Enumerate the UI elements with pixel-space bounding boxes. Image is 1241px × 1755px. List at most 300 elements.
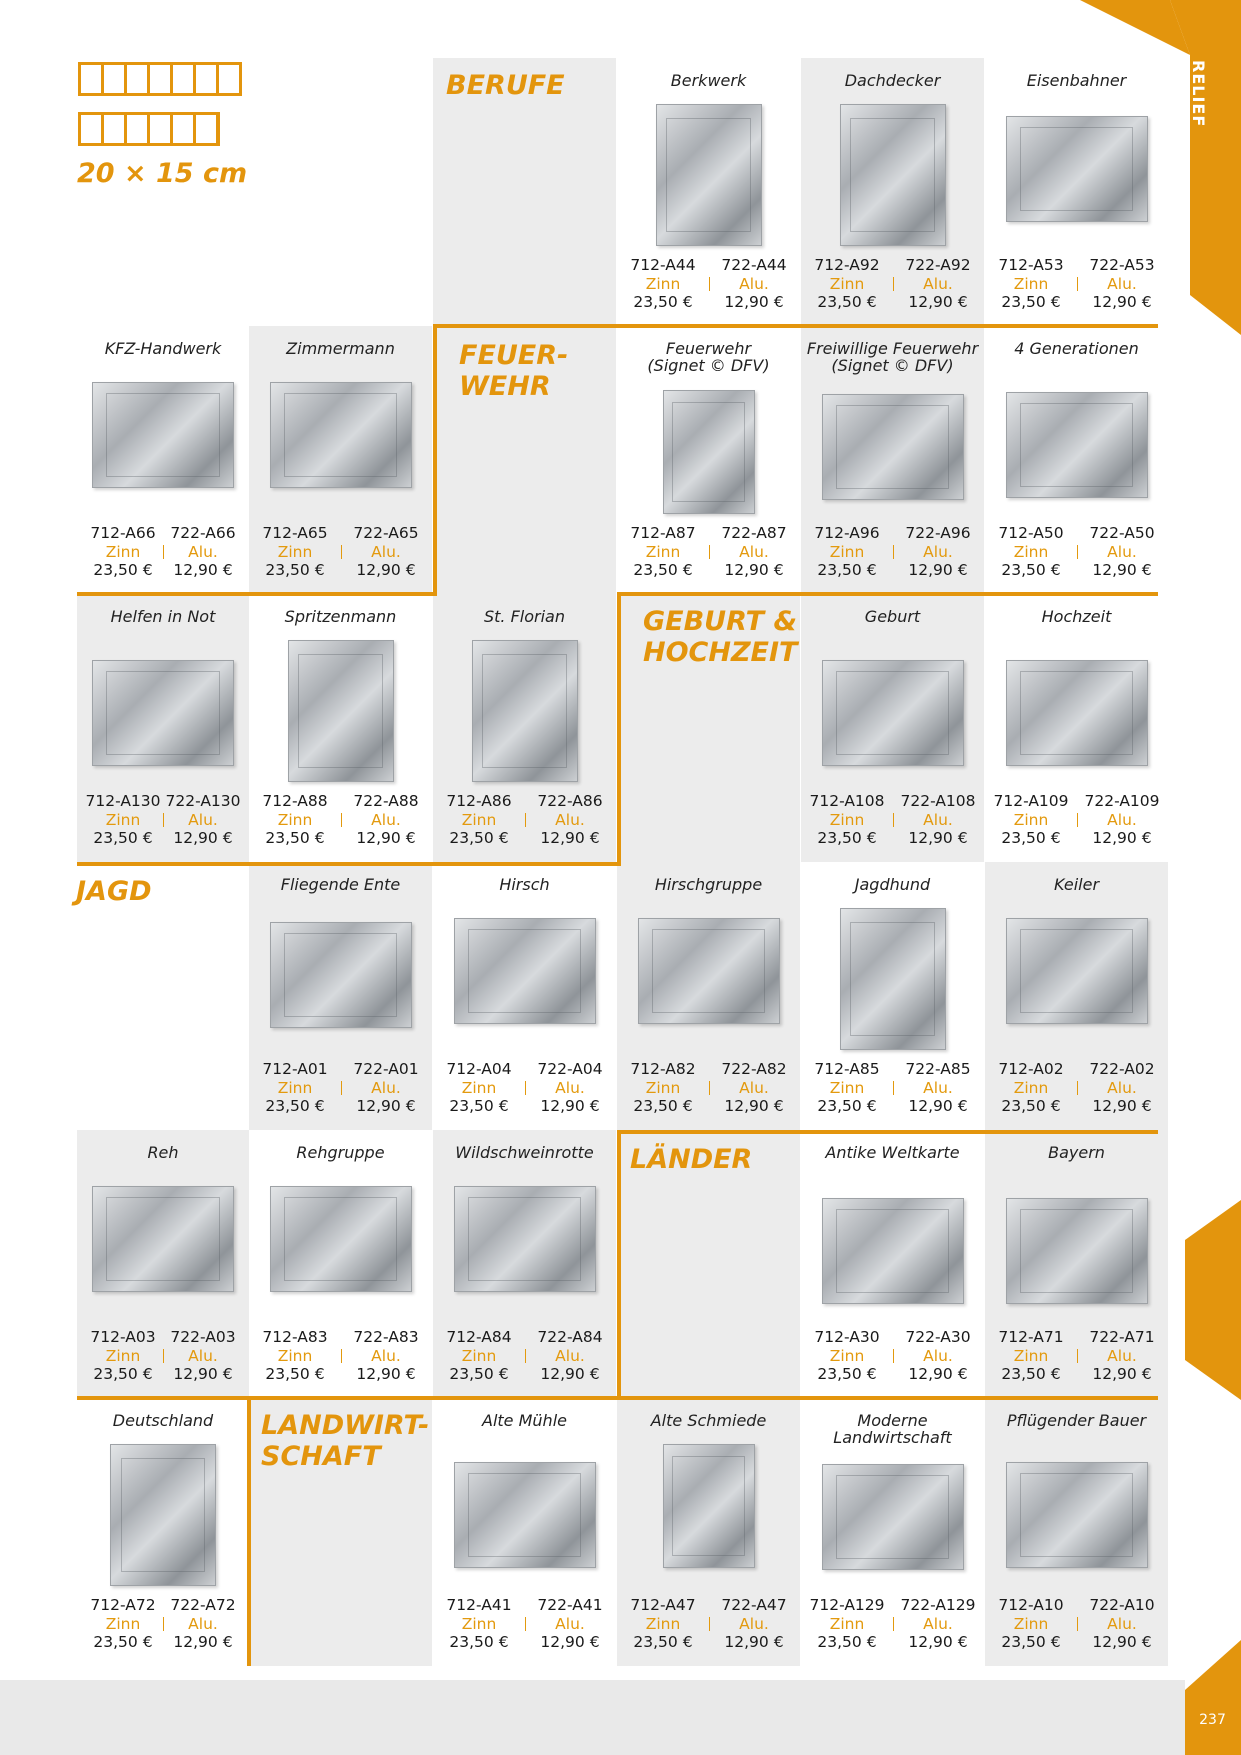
product-card [617, 1398, 800, 1666]
material-label: Alu. [555, 1346, 585, 1365]
product-title: Pflügender Bauer [1006, 1411, 1147, 1430]
article-code: 712-A04 [446, 1060, 512, 1078]
product-card [801, 1398, 984, 1666]
relief-plate-image [1006, 116, 1148, 222]
price: 12,90 € [908, 829, 968, 847]
price-block [985, 524, 1168, 580]
price: 12,90 € [1092, 293, 1152, 311]
price: 12,90 € [1092, 829, 1152, 847]
material-label: Alu. [923, 1346, 953, 1365]
relief-plate-image [270, 382, 412, 488]
product-title: Hochzeit [1041, 607, 1112, 626]
article-code: 712-A01 [262, 1060, 328, 1078]
article-code: 722-A83 [353, 1328, 419, 1346]
product-title: Eisenbahner [1026, 71, 1127, 90]
price: 12,90 € [540, 829, 600, 847]
price: 12,90 € [356, 1365, 416, 1383]
price-separator [709, 1617, 710, 1631]
article-code: 712-A71 [998, 1328, 1064, 1346]
relief-plate-image [822, 1198, 964, 1304]
price: 23,50 € [817, 1633, 877, 1651]
price: 23,50 € [449, 1365, 509, 1383]
zinn-price-column [993, 1060, 1069, 1116]
product-card [249, 862, 432, 1130]
price: 23,50 € [265, 1097, 325, 1115]
zinn-price-column [257, 524, 333, 580]
price-block [77, 792, 249, 848]
product-title: Freiwillige Feuerwehr (Signet © DFV) [806, 339, 979, 375]
article-code: 712-A03 [90, 1328, 156, 1346]
article-code: 712-A65 [262, 524, 328, 542]
price-block [985, 256, 1168, 312]
price-block [77, 1596, 249, 1652]
price-separator [1077, 1081, 1078, 1095]
product-title: Geburt [864, 607, 921, 626]
product-card [801, 594, 984, 862]
material-label: Alu. [1107, 810, 1137, 829]
material-label: Alu. [1107, 1346, 1137, 1365]
article-code: 722-A88 [353, 792, 419, 810]
relief-tab-label: RELIEF [1189, 60, 1208, 128]
product-title: Wildschweinrotte [455, 1143, 594, 1162]
price-block [801, 524, 984, 580]
material-label: Zinn [829, 1346, 865, 1365]
price-separator [893, 545, 894, 559]
price: 12,90 € [173, 561, 233, 579]
footer-band [0, 1680, 1185, 1755]
price-block [433, 1060, 616, 1116]
material-label: Zinn [1013, 1078, 1049, 1097]
alu-price-column [900, 1596, 976, 1652]
alu-price-column [165, 524, 241, 580]
price: 23,50 € [93, 1365, 153, 1383]
product-title: St. Florian [483, 607, 565, 626]
title-glyph-line-1 [78, 62, 242, 96]
material-label: Alu. [739, 1078, 769, 1097]
zinn-price-column [625, 1596, 701, 1652]
size-label: 20 × 15 cm [77, 158, 248, 189]
alu-price-column [1084, 792, 1160, 848]
relief-plate-image [840, 908, 946, 1050]
article-code: 712-A129 [809, 1596, 885, 1614]
price: 12,90 € [173, 1633, 233, 1651]
article-code: 722-A108 [900, 792, 976, 810]
price-separator [525, 1617, 526, 1631]
zinn-price-column [85, 524, 161, 580]
divider [433, 324, 437, 596]
product-card [985, 594, 1168, 862]
material-label: Alu. [923, 542, 953, 561]
relief-plate-image [454, 918, 596, 1024]
alu-price-column [532, 1596, 608, 1652]
alu-price-column [348, 524, 424, 580]
price: 12,90 € [540, 1633, 600, 1651]
relief-plate-image [1006, 1198, 1148, 1304]
relief-plate-image [656, 104, 762, 246]
price-separator [893, 277, 894, 291]
price-separator [1077, 1349, 1078, 1363]
price-block [801, 256, 984, 312]
product-card [77, 1130, 249, 1398]
alu-price-column [1084, 1060, 1160, 1116]
product-title: Bayern [1048, 1143, 1105, 1162]
article-code: 722-A47 [721, 1596, 787, 1614]
zinn-price-column [993, 256, 1069, 312]
zinn-price-column [809, 792, 885, 848]
material-label: Alu. [188, 810, 218, 829]
material-label: Zinn [105, 1346, 141, 1365]
price-block [617, 1060, 800, 1116]
article-code: 712-A92 [814, 256, 880, 274]
price-block [801, 1596, 984, 1652]
product-card [801, 326, 984, 594]
product-title: Antike Weltkarte [825, 1143, 960, 1162]
relief-plate-image [822, 394, 964, 500]
article-code: 712-A130 [85, 792, 161, 810]
relief-plate-image [638, 918, 780, 1024]
price-block [249, 792, 432, 848]
article-code: 722-A109 [1084, 792, 1160, 810]
price: 12,90 € [1092, 1097, 1152, 1115]
material-label: Zinn [461, 1346, 497, 1365]
price: 23,50 € [1001, 1365, 1061, 1383]
zinn-price-column [85, 1328, 161, 1384]
section-laender: LÄNDER [630, 1144, 753, 1175]
article-code: 722-A85 [905, 1060, 971, 1078]
price-separator [163, 545, 164, 559]
zinn-price-column [257, 1328, 333, 1384]
product-card [801, 58, 984, 326]
price: 12,90 € [724, 1097, 784, 1115]
relief-plate-image [1006, 660, 1148, 766]
material-label: Zinn [829, 542, 865, 561]
product-title: Spritzenmann [284, 607, 397, 626]
relief-plate-image [288, 640, 394, 782]
product-card [433, 1398, 616, 1666]
title-glyph-line-2 [78, 112, 220, 146]
relief-plate-image [663, 1444, 755, 1568]
material-label: Zinn [277, 542, 313, 561]
product-card [985, 326, 1168, 594]
product-card [801, 862, 984, 1130]
zinn-price-column [441, 1060, 517, 1116]
relief-plate-image [92, 1186, 234, 1292]
section-jagd: JAGD [76, 876, 152, 907]
product-title: Keiler [1053, 875, 1100, 894]
product-card [985, 1398, 1168, 1666]
price: 23,50 € [633, 1633, 693, 1651]
article-code: 712-A44 [630, 256, 696, 274]
alu-price-column [1084, 1596, 1160, 1652]
article-code: 722-A84 [537, 1328, 603, 1346]
material-label: Zinn [829, 274, 865, 293]
alu-price-column [532, 1328, 608, 1384]
alu-price-column [900, 792, 976, 848]
divider [77, 862, 621, 866]
material-label: Alu. [371, 1078, 401, 1097]
article-code: 722-A86 [537, 792, 603, 810]
relief-plate-image [92, 660, 234, 766]
zinn-price-column [809, 1596, 885, 1652]
product-title: Rehgruppe [296, 1143, 385, 1162]
material-label: Zinn [645, 1078, 681, 1097]
price: 12,90 € [173, 829, 233, 847]
article-code: 712-A02 [998, 1060, 1064, 1078]
alu-price-column [1084, 1328, 1160, 1384]
zinn-price-column [85, 1596, 161, 1652]
price-separator [525, 813, 526, 827]
price-separator [893, 813, 894, 827]
material-label: Zinn [1013, 274, 1049, 293]
relief-plate-image [454, 1462, 596, 1568]
alu-price-column [165, 1328, 241, 1384]
product-card [617, 862, 800, 1130]
price-block [433, 1328, 616, 1384]
price: 23,50 € [633, 561, 693, 579]
product-card [985, 1130, 1168, 1398]
material-label: Alu. [739, 542, 769, 561]
zinn-price-column [625, 524, 701, 580]
price: 12,90 € [1092, 561, 1152, 579]
zinn-price-column [993, 1328, 1069, 1384]
product-title: Fliegende Ente [280, 875, 401, 894]
zinn-price-column [809, 1060, 885, 1116]
price: 12,90 € [724, 1633, 784, 1651]
article-code: 722-A130 [165, 792, 241, 810]
material-label: Zinn [1013, 810, 1049, 829]
material-label: Zinn [829, 810, 865, 829]
price: 23,50 € [1001, 293, 1061, 311]
product-card [617, 326, 800, 594]
material-label: Zinn [461, 1614, 497, 1633]
alu-price-column [716, 1596, 792, 1652]
divider [617, 592, 1158, 596]
relief-plate-image [663, 390, 755, 514]
zinn-price-column [625, 1060, 701, 1116]
price-separator [341, 1349, 342, 1363]
price-block [433, 792, 616, 848]
price: 23,50 € [265, 829, 325, 847]
price: 12,90 € [908, 1097, 968, 1115]
alu-price-column [348, 1060, 424, 1116]
article-code: 712-A86 [446, 792, 512, 810]
side-tab-mid [1185, 1200, 1241, 1400]
product-title: 4 Generationen [1014, 339, 1139, 358]
section-landwirtschaft: LANDWIRT- SCHAFT [261, 1410, 430, 1472]
product-title: Moderne Landwirtschaft [833, 1411, 952, 1447]
price-separator [341, 813, 342, 827]
price: 12,90 € [1092, 1365, 1152, 1383]
product-title: Helfen in Not [110, 607, 216, 626]
divider [77, 592, 437, 596]
material-label: Zinn [1013, 542, 1049, 561]
article-code: 722-A30 [905, 1328, 971, 1346]
article-code: 722-A03 [170, 1328, 236, 1346]
price: 12,90 € [356, 1097, 416, 1115]
price: 12,90 € [724, 561, 784, 579]
section-berufe: BERUFE [446, 70, 565, 101]
product-title: Berkwerk [670, 71, 747, 90]
relief-plate-image [1006, 392, 1148, 498]
article-code: 712-A96 [814, 524, 880, 542]
product-title: Deutschland [112, 1411, 214, 1430]
price-separator [709, 277, 710, 291]
article-code: 722-A50 [1089, 524, 1155, 542]
material-label: Zinn [1013, 1346, 1049, 1365]
product-title: Reh [147, 1143, 179, 1162]
relief-plate-image [1006, 918, 1148, 1024]
article-code: 722-A66 [170, 524, 236, 542]
material-label: Alu. [739, 1614, 769, 1633]
price: 23,50 € [817, 561, 877, 579]
product-card [249, 594, 432, 862]
material-label: Zinn [105, 810, 141, 829]
product-card [985, 58, 1168, 326]
material-label: Zinn [277, 1346, 313, 1365]
price: 23,50 € [633, 1097, 693, 1115]
material-label: Zinn [645, 1614, 681, 1633]
product-title: Alte Schmiede [650, 1411, 767, 1430]
article-code: 712-A85 [814, 1060, 880, 1078]
relief-plate-image [270, 1186, 412, 1292]
price: 23,50 € [817, 1365, 877, 1383]
price: 12,90 € [173, 1365, 233, 1383]
article-code: 712-A53 [998, 256, 1064, 274]
price: 23,50 € [93, 561, 153, 579]
product-card [433, 594, 616, 862]
price: 12,90 € [356, 561, 416, 579]
article-code: 712-A87 [630, 524, 696, 542]
product-card [77, 594, 249, 862]
material-label: Alu. [923, 810, 953, 829]
material-label: Alu. [739, 274, 769, 293]
price: 23,50 € [1001, 1097, 1061, 1115]
zinn-price-column [809, 256, 885, 312]
alu-price-column [900, 1060, 976, 1116]
material-label: Alu. [555, 810, 585, 829]
article-code: 712-A88 [262, 792, 328, 810]
zinn-price-column [441, 792, 517, 848]
alu-price-column [716, 1060, 792, 1116]
price: 12,90 € [724, 293, 784, 311]
product-card [433, 862, 616, 1130]
price-block [617, 1596, 800, 1652]
article-code: 722-A41 [537, 1596, 603, 1614]
material-label: Zinn [829, 1078, 865, 1097]
zinn-price-column [441, 1328, 517, 1384]
material-label: Zinn [1013, 1614, 1049, 1633]
price: 23,50 € [817, 1097, 877, 1115]
article-code: 722-A129 [900, 1596, 976, 1614]
zinn-price-column [809, 524, 885, 580]
zinn-price-column [809, 1328, 885, 1384]
relief-plate-image [454, 1186, 596, 1292]
price: 23,50 € [1001, 561, 1061, 579]
material-label: Alu. [371, 1346, 401, 1365]
price-block [617, 256, 800, 312]
price-block [801, 792, 984, 848]
zinn-price-column [625, 256, 701, 312]
material-label: Alu. [1107, 1614, 1137, 1633]
price-separator [163, 1617, 164, 1631]
price: 23,50 € [93, 1633, 153, 1651]
article-code: 712-A72 [90, 1596, 156, 1614]
price-block [985, 1328, 1168, 1384]
price-separator [341, 545, 342, 559]
alu-price-column [900, 256, 976, 312]
article-code: 722-A01 [353, 1060, 419, 1078]
article-code: 712-A84 [446, 1328, 512, 1346]
section-feuerwehr: FEUER- WEHR [459, 340, 569, 402]
zinn-price-column [257, 792, 333, 848]
product-card [249, 1130, 432, 1398]
relief-plate-image [472, 640, 578, 782]
product-card [77, 326, 249, 594]
price: 23,50 € [1001, 829, 1061, 847]
article-code: 722-A65 [353, 524, 419, 542]
price-separator [709, 545, 710, 559]
relief-plate-image [92, 382, 234, 488]
material-label: Alu. [188, 1614, 218, 1633]
zinn-price-column [993, 524, 1069, 580]
product-card [985, 862, 1168, 1130]
divider [247, 1396, 251, 1666]
product-card [433, 1130, 616, 1398]
price-separator [163, 813, 164, 827]
alu-price-column [532, 792, 608, 848]
price-block [249, 1060, 432, 1116]
price: 12,90 € [908, 561, 968, 579]
material-label: Zinn [277, 1078, 313, 1097]
product-title: Hirsch [499, 875, 550, 894]
relief-plate-image [822, 1464, 964, 1570]
price: 12,90 € [908, 293, 968, 311]
material-label: Alu. [1107, 1078, 1137, 1097]
alu-price-column [900, 1328, 976, 1384]
material-label: Alu. [371, 810, 401, 829]
price-separator [1077, 545, 1078, 559]
product-title: Hirschgruppe [654, 875, 763, 894]
material-label: Alu. [555, 1078, 585, 1097]
material-label: Zinn [105, 542, 141, 561]
price-separator [1077, 277, 1078, 291]
article-code: 722-A87 [721, 524, 787, 542]
article-code: 712-A30 [814, 1328, 880, 1346]
price: 23,50 € [817, 829, 877, 847]
divider [617, 592, 621, 864]
alu-price-column [900, 524, 976, 580]
article-code: 722-A92 [905, 256, 971, 274]
material-label: Zinn [645, 542, 681, 561]
material-label: Alu. [923, 274, 953, 293]
article-code: 722-A10 [1089, 1596, 1155, 1614]
article-code: 722-A96 [905, 524, 971, 542]
price: 12,90 € [356, 829, 416, 847]
relief-plate-image [822, 660, 964, 766]
material-label: Alu. [923, 1078, 953, 1097]
article-code: 712-A109 [993, 792, 1069, 810]
alu-price-column [1084, 256, 1160, 312]
product-card [801, 1130, 984, 1398]
material-label: Zinn [105, 1614, 141, 1633]
alu-price-column [532, 1060, 608, 1116]
article-code: 722-A04 [537, 1060, 603, 1078]
product-title: Feuerwehr (Signet © DFV) [647, 339, 770, 375]
section-geburt-hochzeit: GEBURT & HOCHZEIT [643, 606, 798, 668]
relief-plate-image [270, 922, 412, 1028]
price-separator [1077, 813, 1078, 827]
product-card [249, 326, 432, 594]
